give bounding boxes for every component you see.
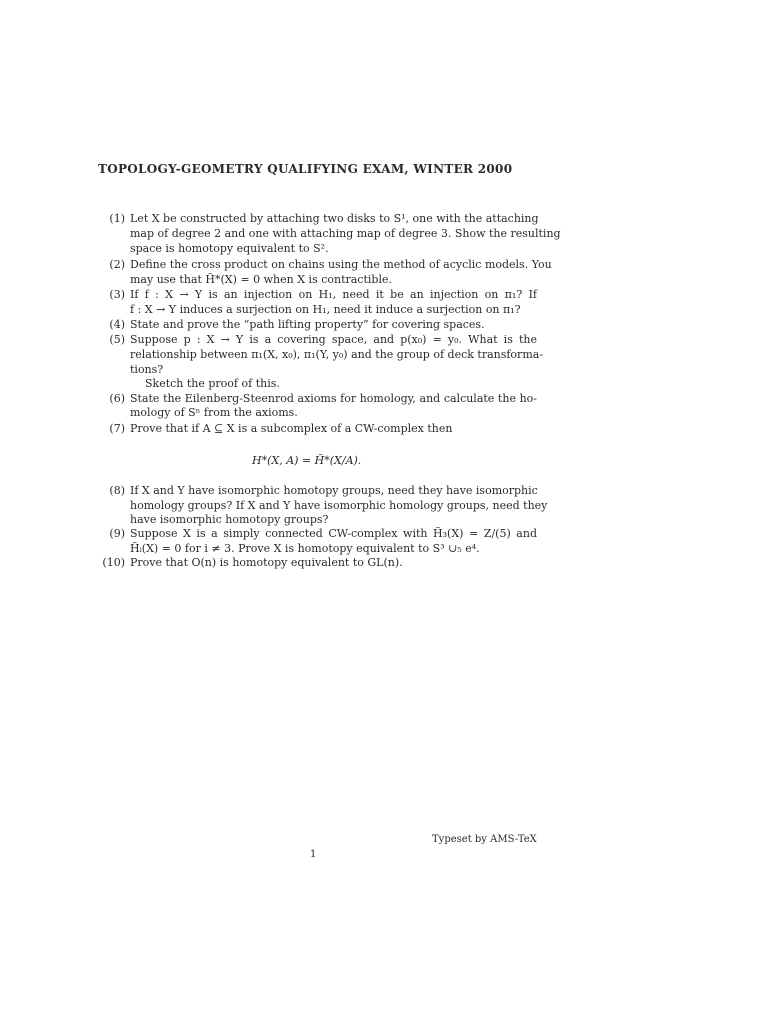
- problem-number: (4): [109, 318, 125, 331]
- problem-text: have isomorphic homotopy groups?: [130, 513, 329, 526]
- problem-text: State and prove the “path lifting property” for covering spaces.: [130, 318, 485, 331]
- problem-text: map of degree 2 and one with attaching map of degree 3. Show the resulting: [130, 227, 561, 240]
- problem-text: Let X be constructed by attaching two disks to S¹, one with the attaching: [130, 212, 539, 225]
- problem-number: (9): [109, 527, 125, 540]
- problem-text: Prove that O(n) is homotopy equivalent to GL(n).: [130, 556, 403, 569]
- problem-text: H̃ᵢ(X) = 0 for i ≠ 3. Prove X is homotopy equivalent to S³ ∪₅ e⁴.: [130, 542, 480, 555]
- problem-text: Suppose X is a simply connected CW-complex with H̃₃(X) = Z/(5) and: [130, 527, 537, 540]
- problem-text: Define the cross product on chains using the method of acyclic models. You: [130, 258, 552, 271]
- problem-text: Suppose p : X → Y is a covering space, and p(x₀) = y₀. What is the: [130, 333, 537, 346]
- problem-text: Prove that if A ⊆ X is a subcomplex of a CW-complex then: [130, 422, 453, 435]
- display-equation: H*(X, A) = H̃*(X/A).: [252, 454, 362, 467]
- problem-text: relationship between π₁(X, x₀), π₁(Y, y₀) and the group of deck transforma-: [130, 348, 544, 361]
- problem-number: (10): [102, 556, 125, 569]
- problem-text: State the Eilenberg-Steenrod axioms for homology, and calculate the ho-: [130, 392, 537, 405]
- problem-text: mology of Sⁿ from the axioms.: [130, 406, 298, 419]
- problem-followup: Sketch the proof of this.: [145, 377, 280, 390]
- problem-text: If f : X → Y is an injection on H₁, need it be an injection on π₁? If: [130, 288, 537, 301]
- problem-number: (1): [109, 212, 125, 225]
- problem-number: (8): [109, 484, 125, 497]
- problem-number: (3): [109, 288, 125, 301]
- problem-text: homology groups? If X and Y have isomorphic homology groups, need they: [130, 499, 548, 512]
- exam-title: TOPOLOGY-GEOMETRY QUALIFYING EXAM, WINTER 2000: [98, 162, 513, 176]
- problem-text: f : X → Y induces a surjection on H₁, need it induce a surjection on π₁?: [130, 303, 521, 316]
- problem-text: may use that H̃*(X) = 0 when X is contractible.: [130, 273, 392, 286]
- problem-text: space is homotopy equivalent to S².: [130, 242, 329, 255]
- problem-text: If X and Y have isomorphic homotopy groups, need they have isomorphic: [130, 484, 538, 497]
- typeset-credit: Typeset by AMS-TeX: [432, 834, 537, 845]
- page-number: 1: [310, 849, 317, 860]
- problem-number: (7): [109, 422, 125, 435]
- problem-number: (2): [109, 258, 125, 271]
- problem-number: (6): [109, 392, 125, 405]
- problem-text: tions?: [130, 363, 164, 376]
- problem-number: (5): [109, 333, 125, 346]
